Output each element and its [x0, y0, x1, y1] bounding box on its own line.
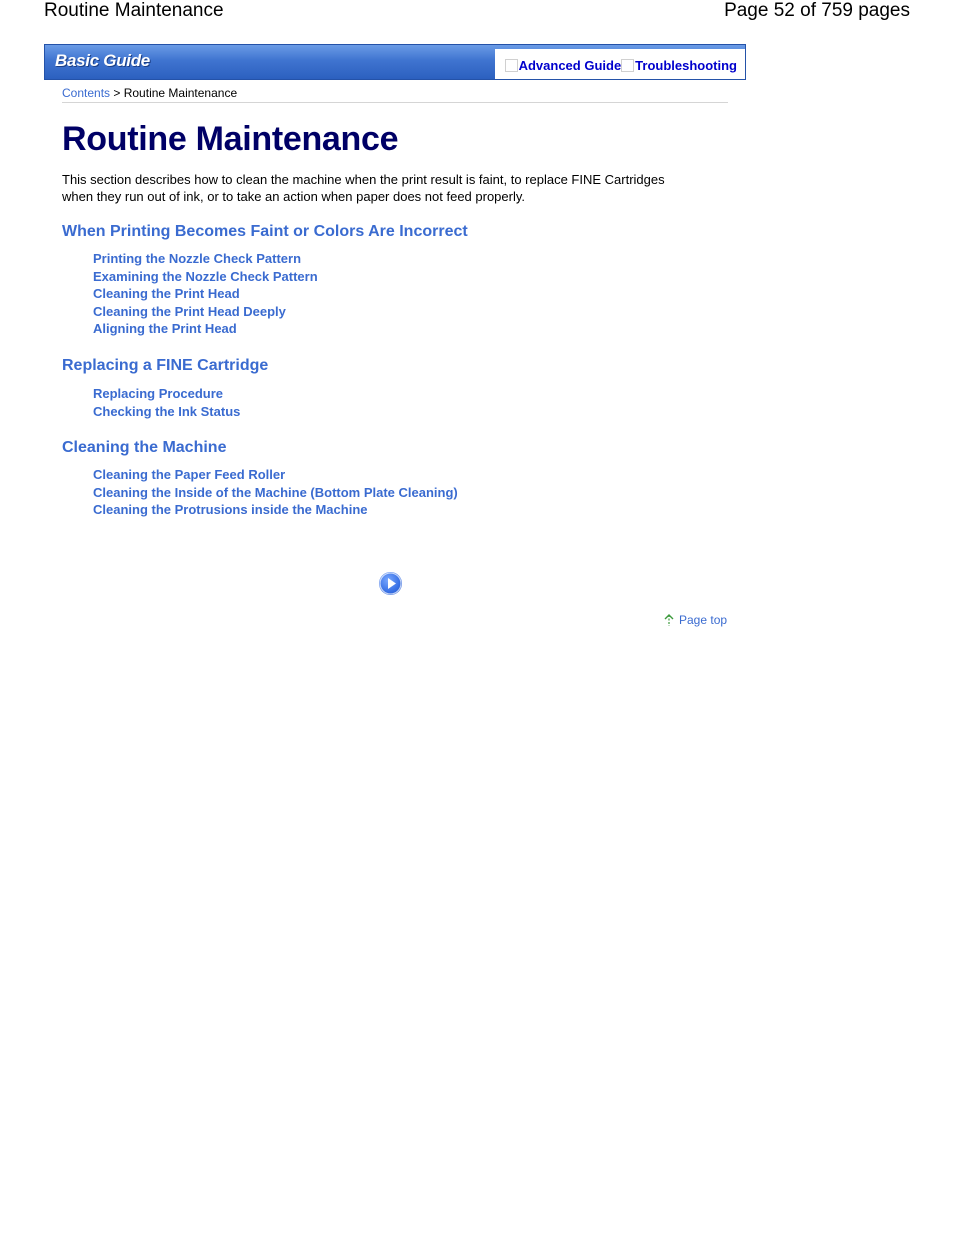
link-cleaning-print-head[interactable]: Cleaning the Print Head: [93, 286, 240, 301]
list-item: [93, 466, 458, 484]
troubleshooting-link[interactable]: Troubleshooting: [635, 58, 737, 73]
link-cleaning-inside-bottom-plate[interactable]: Cleaning the Inside of the Machine (Bottom Plate Cleaning): [93, 484, 458, 500]
divider: [62, 102, 728, 103]
guide-bar: [44, 44, 746, 80]
link-checking-ink-status[interactable]: Checking the Ink Status: [93, 403, 241, 419]
section-heading-faint: When Printing Becomes Faint or Colors Are Incorrect: [62, 223, 468, 240]
page-header-title: Routine Maintenance: [44, 0, 224, 21]
list-item: [93, 250, 318, 268]
list-item: [93, 303, 318, 321]
link-cleaning-paper-feed-roller[interactable]: Cleaning the Paper Feed Roller: [93, 467, 286, 482]
list-item: [93, 385, 240, 403]
page-top-link[interactable]: Page top: [679, 613, 728, 627]
list-item: [93, 501, 458, 519]
link-cleaning-protrusions[interactable]: Cleaning the Protrusions inside the Machine: [93, 502, 368, 517]
page-count: Page 52 of 759 pages: [724, 0, 910, 21]
breadcrumb-contents-link[interactable]: Contents: [62, 86, 111, 100]
section-heading-cartridge: Replacing a FINE Cartridge: [62, 357, 269, 374]
list-item: [93, 268, 318, 286]
breadcrumb: [62, 86, 237, 100]
next-arrow-icon[interactable]: [379, 572, 402, 595]
list-item: [93, 484, 458, 502]
breadcrumb-separator: >: [110, 86, 124, 100]
list-item: [93, 320, 318, 338]
link-list-cartridge: [93, 385, 240, 420]
link-cleaning-print-head-deeply[interactable]: Cleaning the Print Head Deeply: [93, 303, 286, 319]
link-examining-nozzle-check[interactable]: Examining the Nozzle Check Pattern: [93, 268, 318, 284]
link-replacing-procedure[interactable]: Replacing Procedure: [93, 386, 224, 401]
link-aligning-print-head[interactable]: Aligning the Print Head: [93, 321, 237, 336]
list-item: [93, 403, 240, 421]
section-heading-cleaning: Cleaning the Machine: [62, 439, 227, 456]
troubleshooting-icon: [621, 59, 634, 72]
link-list-cleaning: [93, 466, 458, 519]
link-list-faint: [93, 250, 318, 338]
list-item: [93, 285, 318, 303]
up-arrow-icon: [663, 613, 675, 627]
breadcrumb-current: Routine Maintenance: [123, 86, 238, 100]
page-top: [663, 613, 727, 627]
guide-links: [505, 58, 737, 73]
link-printing-nozzle-check[interactable]: Printing the Nozzle Check Pattern: [93, 251, 302, 266]
advanced-guide-link[interactable]: Advanced Guide: [518, 58, 622, 73]
basic-guide-logo: Basic Guide: [55, 51, 150, 70]
advanced-guide-icon: [505, 59, 518, 72]
page-title: Routine Maintenance: [62, 120, 399, 158]
intro-text: This section describes how to clean the machine when the print result is faint, to replace FINE Cartridges when they run out of ink, or to take an action when paper does not feed properly.: [62, 172, 665, 204]
